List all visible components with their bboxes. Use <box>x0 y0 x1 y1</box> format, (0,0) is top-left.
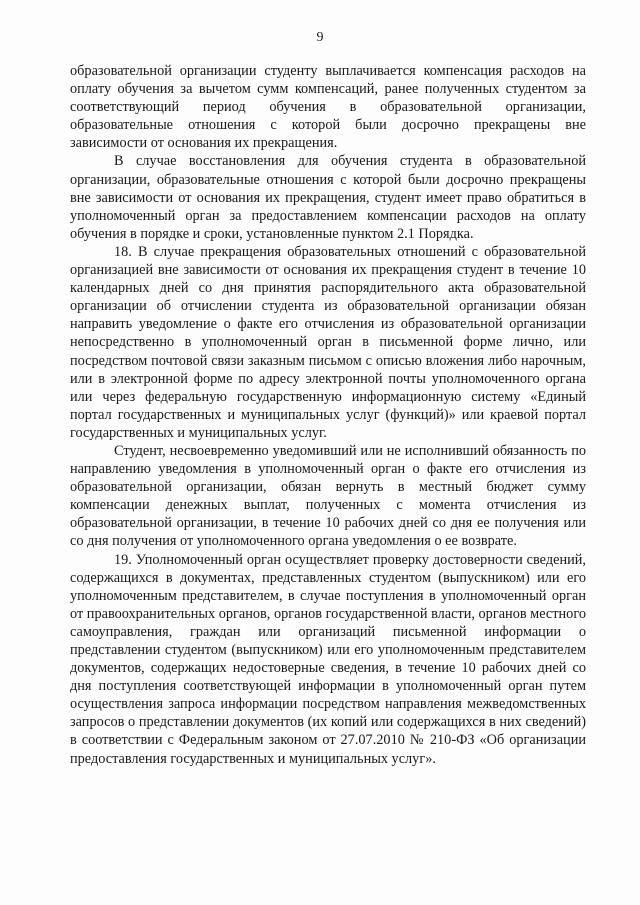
paragraph-clause-18: 18. В случае прекращения образовательных отношений с образовательной организацией вне зависимости от основания их прекращения студент в течение 10 календарных дней со дня принятия распорядительного акта образовательной организации об отчислении студента из образовательной организации обязан направить уведомление о факте его отчисления из образовательной организации непосредственно в уполномоченный орган в письменной форме лично, или посредством почтовой связи заказным письмом с описью вложения либо нарочным, или в электронной форме по адресу электронной почты уполномоченного органа или через федеральную государственную информационную систему «Единый портал государственных и муниципальных услуг (функций)» или краевой портал государственных и муниципальных услуг. <box>70 243 586 441</box>
paragraph-student-obligation: Студент, несвоевременно уведомивший или не исполнивший обязанность по направлению уведомления в уполномоченный орган о факте его отчисления из образовательной организации, обязан вернуть в местный бюджет сумму компенсации денежных выплат, полученных с момента отчисления из образовательной организации, в течение 10 рабочих дней со дня ее получения или со дня получения от уполномоченного органа уведомления о ее возврате. <box>70 442 586 550</box>
paragraph-clause-19: 19. Уполномоченный орган осуществляет проверку достоверности сведений, содержащихся в документах, представленных студентом (выпускником) или его уполномоченным представителем, в случае поступления в уполномоченный орган от правоохранительных органов, органов государственной власти, органов местного самоуправления, граждан или организаций письменной информации о представлении студентом (выпускником) или его уполномоченным представителем документов, содержащих недостоверные сведения, в течение 10 рабочих дней со дня поступления соответствующей информации в уполномоченный орган путем осуществления запроса информации посредством направления межведомственных запросов о представлении документов (их копий или содержащихся в них сведений) в соответствии с Федеральным законом от 27.07.2010 № 210-ФЗ «Об организации предоставления государственных и муниципальных услуг». <box>70 551 586 767</box>
page-number: 9 <box>316 30 324 45</box>
document-body <box>70 62 586 768</box>
paragraph-continuation: образовательной организации студенту выплачивается компенсация расходов на оплату обучения за вычетом сумм компенсаций, ранее полученных студентом за соответствующий период обучения в образовательной организации, образовательные отношения с которой были досрочно прекращены вне зависимости от основания их прекращения. <box>70 63 586 152</box>
paragraph-restoration: В случае восстановления для обучения студента в образовательной организации, образовательные отношения с которой были досрочно прекращены вне зависимости от основания их прекращения, студент имеет право обратиться в уполномоченный орган за предоставлением компенсации расходов на оплату обучения в порядке и сроки, установленные пунктом 2.1 Порядка. <box>70 153 586 242</box>
